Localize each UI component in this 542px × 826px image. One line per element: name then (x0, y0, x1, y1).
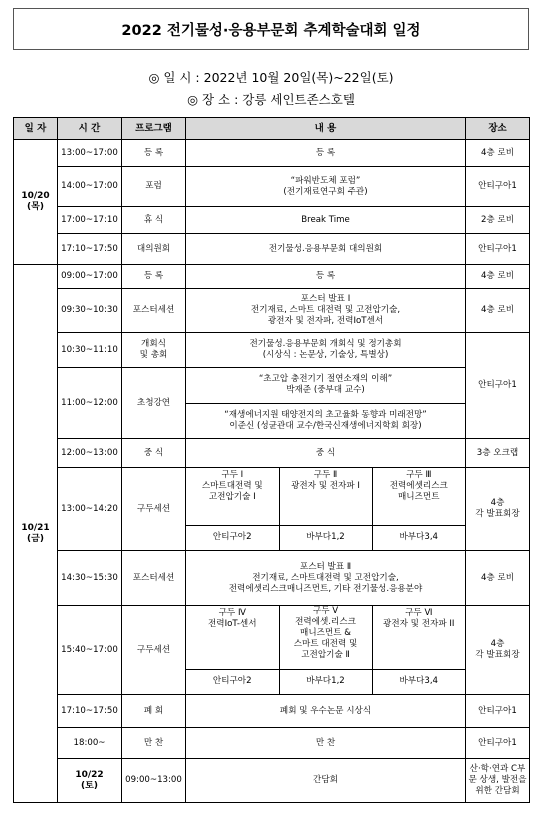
content-cell: 전기물성.응용부문회 대의원회 (186, 234, 466, 265)
table-row (14, 606, 530, 695)
program-cell: 만 찬 (122, 728, 186, 759)
place-cell: 안티구아1 (466, 333, 530, 439)
session-topic: 광전자 및 전자파 I (291, 481, 360, 491)
place-line: 각 발표회장 (475, 509, 520, 519)
content-cell: Break Time (186, 207, 466, 234)
weekday-text: (금) (27, 533, 44, 544)
weekday-text: (목) (27, 202, 44, 212)
content-cell: 등 록 (186, 140, 466, 167)
session-room: 바부다1,2 (279, 525, 372, 550)
place-cell: 안티구아1 (466, 728, 530, 759)
content-line: 포스터 발표 Ⅰ (300, 294, 351, 304)
content-cell (186, 551, 466, 606)
time-cell: 12:00~13:00 (58, 439, 122, 468)
session-title: 구두 Ⅱ (313, 470, 338, 480)
talk-1 (186, 368, 465, 403)
table-row (14, 289, 530, 333)
program-cell: 등 록 (122, 265, 186, 289)
talks-table (186, 368, 465, 438)
header-program: 프로그램 (122, 118, 186, 140)
session-topic: 광전자 및 전자파 II (383, 619, 455, 629)
content-line: (전기재료연구회 주관) (283, 186, 368, 197)
session-4 (186, 606, 279, 669)
program-cell: 휴 식 (122, 207, 186, 234)
session-5 (279, 606, 372, 669)
session-room: 바부다3,4 (372, 525, 465, 550)
talk-title: “초고압 충전기기 절연소재의 이해” (258, 374, 393, 385)
time-cell: 15:40~17:00 (58, 606, 122, 695)
sessions-table (186, 606, 465, 694)
content-cell (186, 289, 466, 333)
date-text: 10/21 (21, 522, 50, 533)
header-place: 장소 (466, 118, 530, 140)
program-line: 및 총회 (139, 350, 168, 360)
time-cell: 10:30~11:10 (58, 333, 122, 368)
content-cell: 산·학·연과 C부문 상생, 발전을 위한 간담회 (466, 759, 530, 803)
program-cell: 등 록 (122, 140, 186, 167)
place-cell: 2층 로비 (466, 207, 530, 234)
program-cell: 포스터세션 (122, 551, 186, 606)
session-topic: 고전압기술 Ⅱ (301, 650, 350, 660)
place-cell: 4층 로비 (466, 551, 530, 606)
program-cell: 대의원회 (122, 234, 186, 265)
place-cell: 4층 로비 (466, 265, 530, 289)
session-room: 안티구아2 (186, 669, 279, 694)
time-cell: 17:10~17:50 (58, 695, 122, 728)
talk-2 (186, 403, 465, 438)
header-date: 일 자 (14, 118, 58, 140)
program-cell: 중 식 (122, 439, 186, 468)
place-line: 각 발표회장 (475, 650, 520, 660)
session-topic: 전력에셋리스크 (389, 481, 448, 491)
time-cell: 14:30~15:30 (58, 551, 122, 606)
header-time: 시 간 (58, 118, 122, 140)
session-room: 안티구아2 (186, 525, 279, 550)
session-topic: 전력IoT-센서 (207, 619, 257, 629)
session-title: 구두 Ⅰ (221, 470, 244, 480)
schedule-table (13, 117, 530, 803)
talk-speaker: 이준신 (성균관대 교수/한국신재생에너지학회 회장) (229, 420, 422, 431)
weekday-text: (토) (81, 780, 98, 791)
program-cell: 구두세션 (122, 468, 186, 551)
place-cell (466, 606, 530, 695)
session-title: 구두 Ⅳ (218, 608, 246, 618)
content-line: “파워반도체 포럼” (290, 175, 361, 186)
date-cell-1020 (14, 140, 58, 265)
table-row (14, 439, 530, 468)
time-cell: 11:00~12:00 (58, 368, 122, 439)
content-cell: 중 식 (186, 439, 466, 468)
date-text: 10/22 (75, 769, 104, 780)
program-cell (122, 333, 186, 368)
talks-cell (186, 368, 466, 439)
session-title: 구두 Ⅴ (312, 606, 339, 616)
place-cell: 4층 로비 (466, 289, 530, 333)
session-room: 바부다1,2 (279, 669, 372, 694)
talk-speaker: 박재준 (중부대 교수) (286, 385, 365, 396)
table-row (14, 167, 530, 207)
content-cell: 등 록 (186, 265, 466, 289)
content-line: 포스터 발표 Ⅱ (299, 561, 352, 572)
program-cell: 포스터세션 (122, 289, 186, 333)
table-row (14, 140, 530, 167)
sessions-cell (186, 468, 466, 551)
page-title: 2022 전기물성·응용부문회 추계학술대회 일정 (13, 8, 529, 50)
time-cell: 18:00~ (58, 728, 122, 759)
event-date: ◎ 일 시 : 2022년 10월 20일(목)~22일(토) (148, 70, 394, 85)
table-row (14, 234, 530, 265)
content-cell: 폐회 및 우수논문 시상식 (186, 695, 466, 728)
table-row (14, 265, 530, 289)
date-text: 10/20 (21, 191, 50, 201)
content-line: 전기재료, 스마트대전력 및 고전압기술, (252, 572, 399, 583)
table-row (14, 551, 530, 606)
content-line: 전력에셋리스크매니즈먼트, 기타 전기물성.응용분야 (228, 583, 423, 594)
talk-title: “재생에너지원 태양전지의 초고율화 동향과 미래전망” (224, 409, 427, 420)
table-row (14, 728, 530, 759)
table-header-row (14, 118, 530, 140)
session-3 (372, 468, 465, 525)
sessions-table (186, 468, 465, 550)
place-cell: 안티구아1 (466, 167, 530, 207)
program-cell: 폐 회 (122, 695, 186, 728)
time-cell: 09:30~10:30 (58, 289, 122, 333)
place-cell: 안티구아1 (466, 234, 530, 265)
content-cell: 만 찬 (186, 728, 466, 759)
table-row (14, 333, 530, 368)
content-line: 전기물성.응용부문회 개회식 및 정기총회 (249, 339, 402, 349)
place-cell: 4층 로비 (466, 140, 530, 167)
program-cell: 초청강연 (122, 368, 186, 439)
content-cell (186, 167, 466, 207)
session-topic: 전력에셋.리스크 (295, 617, 356, 627)
place-cell: 3층 오크랩 (466, 439, 530, 468)
table-row (14, 695, 530, 728)
table-row (14, 207, 530, 234)
time-cell: 13:00~17:00 (58, 140, 122, 167)
session-2 (279, 468, 372, 525)
program-cell: 간담회 (186, 759, 466, 803)
sessions-cell (186, 606, 466, 695)
time-cell: 09:00~13:00 (122, 759, 186, 803)
session-topic: 고전압기술 I (208, 492, 256, 502)
program-cell: 구두세션 (122, 606, 186, 695)
session-topic: 스마트대전력 및 (201, 481, 263, 491)
event-place: ◎ 장 소 : 강릉 세인트존스호텔 (187, 92, 355, 107)
program-line: 개회식 (141, 339, 166, 349)
table-row (14, 468, 530, 551)
place-cell (466, 468, 530, 551)
session-room: 바부다3,4 (372, 669, 465, 694)
content-line: 전기재료, 스마트 대전력 및 고전압기술, (250, 305, 401, 315)
table-row (14, 368, 530, 439)
content-line: (시상식 : 논문상, 기술상, 특별상) (262, 350, 389, 360)
session-topic: 스마트 대전력 및 (293, 639, 358, 649)
place-line: 4층 (490, 639, 505, 649)
time-cell: 17:00~17:10 (58, 207, 122, 234)
table-row (14, 759, 530, 803)
content-line: 광전자 및 전자파, 전력IoT센서 (267, 316, 384, 326)
program-cell: 포럼 (122, 167, 186, 207)
session-topic: 매니즈먼트 & (300, 628, 351, 638)
time-cell: 17:10~17:50 (58, 234, 122, 265)
session-title: 구두 Ⅲ (406, 470, 432, 480)
date-cell-1022 (58, 759, 122, 803)
session-title: 구두 Ⅵ (405, 608, 433, 618)
place-cell: 안티구아1 (466, 695, 530, 728)
time-cell: 09:00~17:00 (58, 265, 122, 289)
date-cell-1021 (14, 265, 58, 803)
place-line: 4층 (490, 498, 505, 508)
header-content: 내 용 (186, 118, 466, 140)
time-cell: 13:00~14:20 (58, 468, 122, 551)
time-cell: 14:00~17:00 (58, 167, 122, 207)
session-1 (186, 468, 279, 525)
session-topic: 매니즈먼트 (397, 492, 440, 502)
session-6 (372, 606, 465, 669)
content-cell (186, 333, 466, 368)
